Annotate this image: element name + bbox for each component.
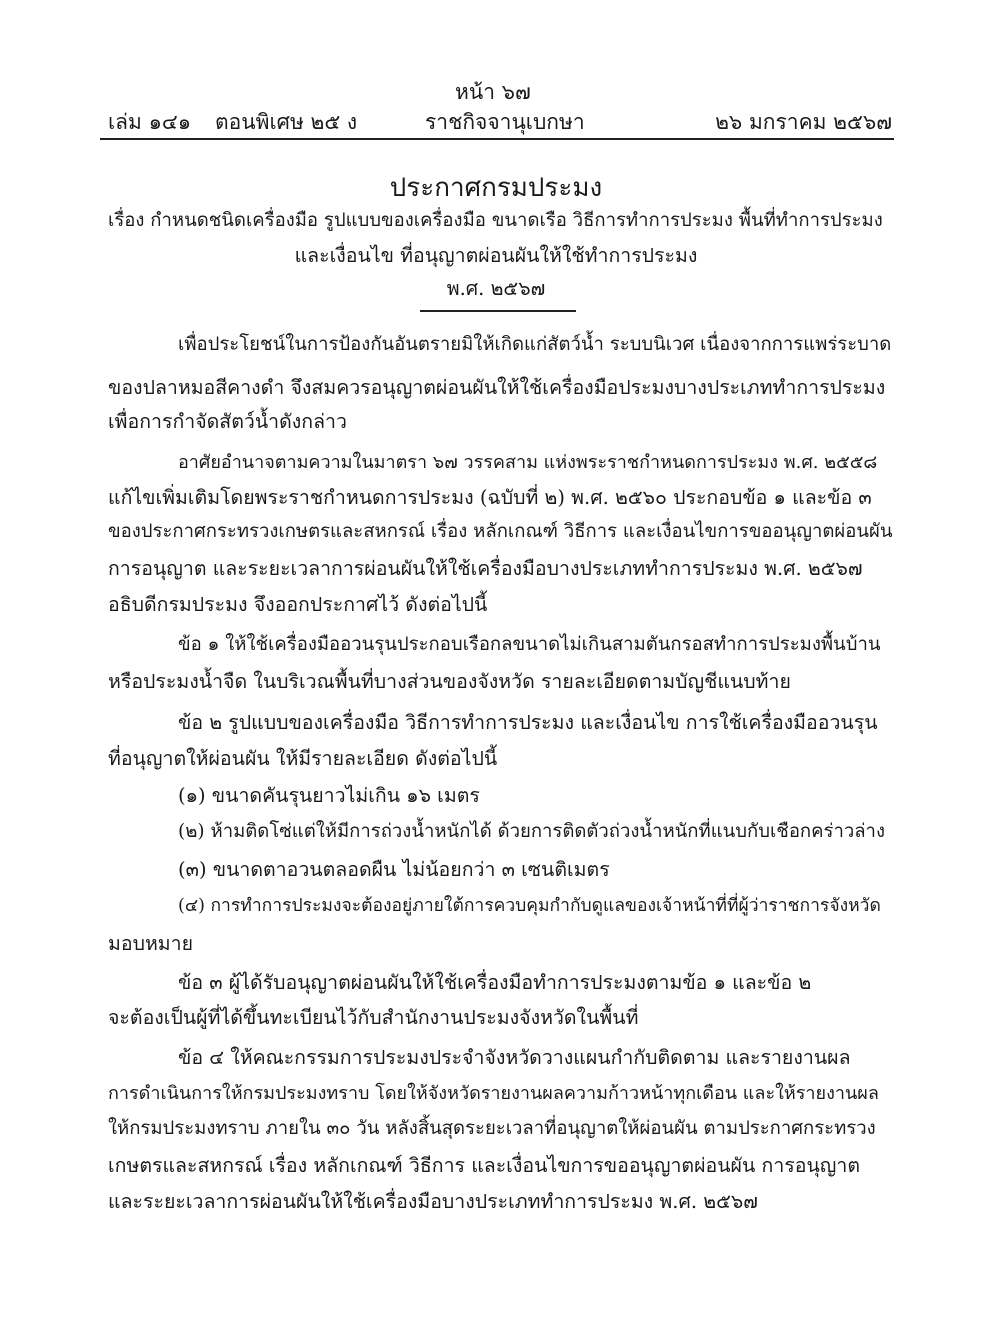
title-divider <box>420 310 576 312</box>
publication-date: ๒๖ มกราคม ๒๕๖๗ <box>715 110 892 134</box>
sub-item-2: (๒) ห้ามติดโซ่แต่ให้มีการถ่วงน้ำหนักได้ ด้วยการติดตัวถ่วงน้ำหนักที่แนบกับเชือกคร่าวล่าง <box>178 821 885 842</box>
announcement-year: พ.ศ. ๒๕๖๗ <box>446 277 546 300</box>
body-line: การอนุญาต และระยะเวลาการผ่อนผันให้ใช้เครื่องมือบางประเภททำการประมง พ.ศ. ๒๕๖๗ <box>108 557 863 580</box>
body-line: ของประกาศกระทรวงเกษตรและสหกรณ์ เรื่อง หลักเกณฑ์ วิธีการ และเงื่อนไขการขออนุญาตผ่อนผัน <box>108 521 893 542</box>
clause-1-line: หรือประมงน้ำจืด ในบริเวณพื้นที่บางส่วนของจังหวัด รายละเอียดตามบัญชีแนบท้าย <box>108 670 791 693</box>
body-line: อธิบดีกรมประมง จึงออกประกาศไว้ ดังต่อไปนี้ <box>108 593 488 616</box>
announcement-subject-line-1: เรื่อง กำหนดชนิดเครื่องมือ รูปแบบของเครื่องมือ ขนาดเรือ วิธีการทำการประมง พื้นที่ทำการประมง <box>108 210 883 231</box>
body-line: เพื่อการกำจัดสัตว์น้ำดังกล่าว <box>108 410 347 433</box>
volume-number: เล่ม ๑๔๑ <box>108 110 192 134</box>
body-line: แก้ไขเพิ่มเติมโดยพระราชกำหนดการประมง (ฉบับที่ ๒) พ.ศ. ๒๕๖๐ ประกอบข้อ ๑ และข้อ ๓ <box>108 486 872 509</box>
clause-4-line: ให้กรมประมงทราบ ภายใน ๓๐ วัน หลังสิ้นสุดระยะเวลาที่อนุญาตให้ผ่อนผัน ตามประกาศกระทรวง <box>108 1118 876 1139</box>
body-line: อาศัยอำนาจตามความในมาตรา ๖๗ วรรคสาม แห่งพระราชกำหนดการประมง พ.ศ. ๒๕๕๘ <box>178 452 878 473</box>
body-line: เพื่อประโยชน์ในการป้องกันอันตรายมิให้เกิดแก่สัตว์น้ำ ระบบนิเวศ เนื่องจากการแพร่ระบาด <box>178 334 892 355</box>
sub-item-4-cont: มอบหมาย <box>108 932 194 955</box>
sub-item-1: (๑) ขนาดคันรุนยาวไม่เกิน ๑๖ เมตร <box>178 784 480 807</box>
clause-2-line: ข้อ ๒ รูปแบบของเครื่องมือ วิธีการทำการประมง และเงื่อนไข การใช้เครื่องมืออวนรุน <box>178 711 878 734</box>
clause-4-line: และระยะเวลาการผ่อนผันให้ใช้เครื่องมือบางประเภททำการประมง พ.ศ. ๒๕๖๗ <box>108 1190 758 1213</box>
announcement-title: ประกาศกรมประมง <box>389 173 603 203</box>
clause-4-line: เกษตรและสหกรณ์ เรื่อง หลักเกณฑ์ วิธีการ และเงื่อนไขการขออนุญาตผ่อนผัน การอนุญาต <box>108 1154 861 1177</box>
sub-item-4: (๔) การทำการประมงจะต้องอยู่ภายใต้การควบคุมกำกับดูแลของเจ้าหน้าที่ที่ผู้ว่าราชการจังหวัด <box>178 896 881 916</box>
clause-3-line: จะต้องเป็นผู้ที่ได้ขึ้นทะเบียนไว้กับสำนักงานประมงจังหวัดในพื้นที่ <box>108 1006 639 1029</box>
sub-item-3: (๓) ขนาดตาอวนตลอดผืน ไม่น้อยกว่า ๓ เซนติเมตร <box>178 858 610 881</box>
clause-1-line: ข้อ ๑ ให้ใช้เครื่องมืออวนรุนประกอบเรือกลขนาดไม่เกินสามตันกรอสทำการประมงพื้นบ้าน <box>178 634 881 655</box>
announcement-subject-line-2: และเงื่อนไข ที่อนุญาตผ่อนผันให้ใช้ทำการประมง <box>294 244 698 267</box>
clause-2-line: ที่อนุญาตให้ผ่อนผัน ให้มีรายละเอียด ดังต่อไปนี้ <box>108 747 498 770</box>
clause-4-line: การดำเนินการให้กรมประมงทราบ โดยให้จังหวัดรายงานผลความก้าวหน้าทุกเดือน และให้รายงานผล <box>108 1083 879 1104</box>
page-number: หน้า ๖๗ <box>455 80 531 104</box>
body-line: ของปลาหมอสีคางดำ จึงสมควรอนุญาตผ่อนผันให้ใช้เครื่องมือประมงบางประเภททำการประมง <box>108 376 886 399</box>
section-number: ตอนพิเศษ ๒๕ ง <box>215 110 358 134</box>
header-divider <box>100 138 894 140</box>
gazette-name: ราชกิจจานุเบกษา <box>425 110 585 134</box>
clause-3-line: ข้อ ๓ ผู้ได้รับอนุญาตผ่อนผันให้ใช้เครื่องมือทำการประมงตามข้อ ๑ และข้อ ๒ <box>178 971 812 994</box>
clause-4-line: ข้อ ๔ ให้คณะกรรมการประมงประจำจังหวัดวางแผนกำกับติดตาม และรายงานผล <box>178 1046 851 1069</box>
